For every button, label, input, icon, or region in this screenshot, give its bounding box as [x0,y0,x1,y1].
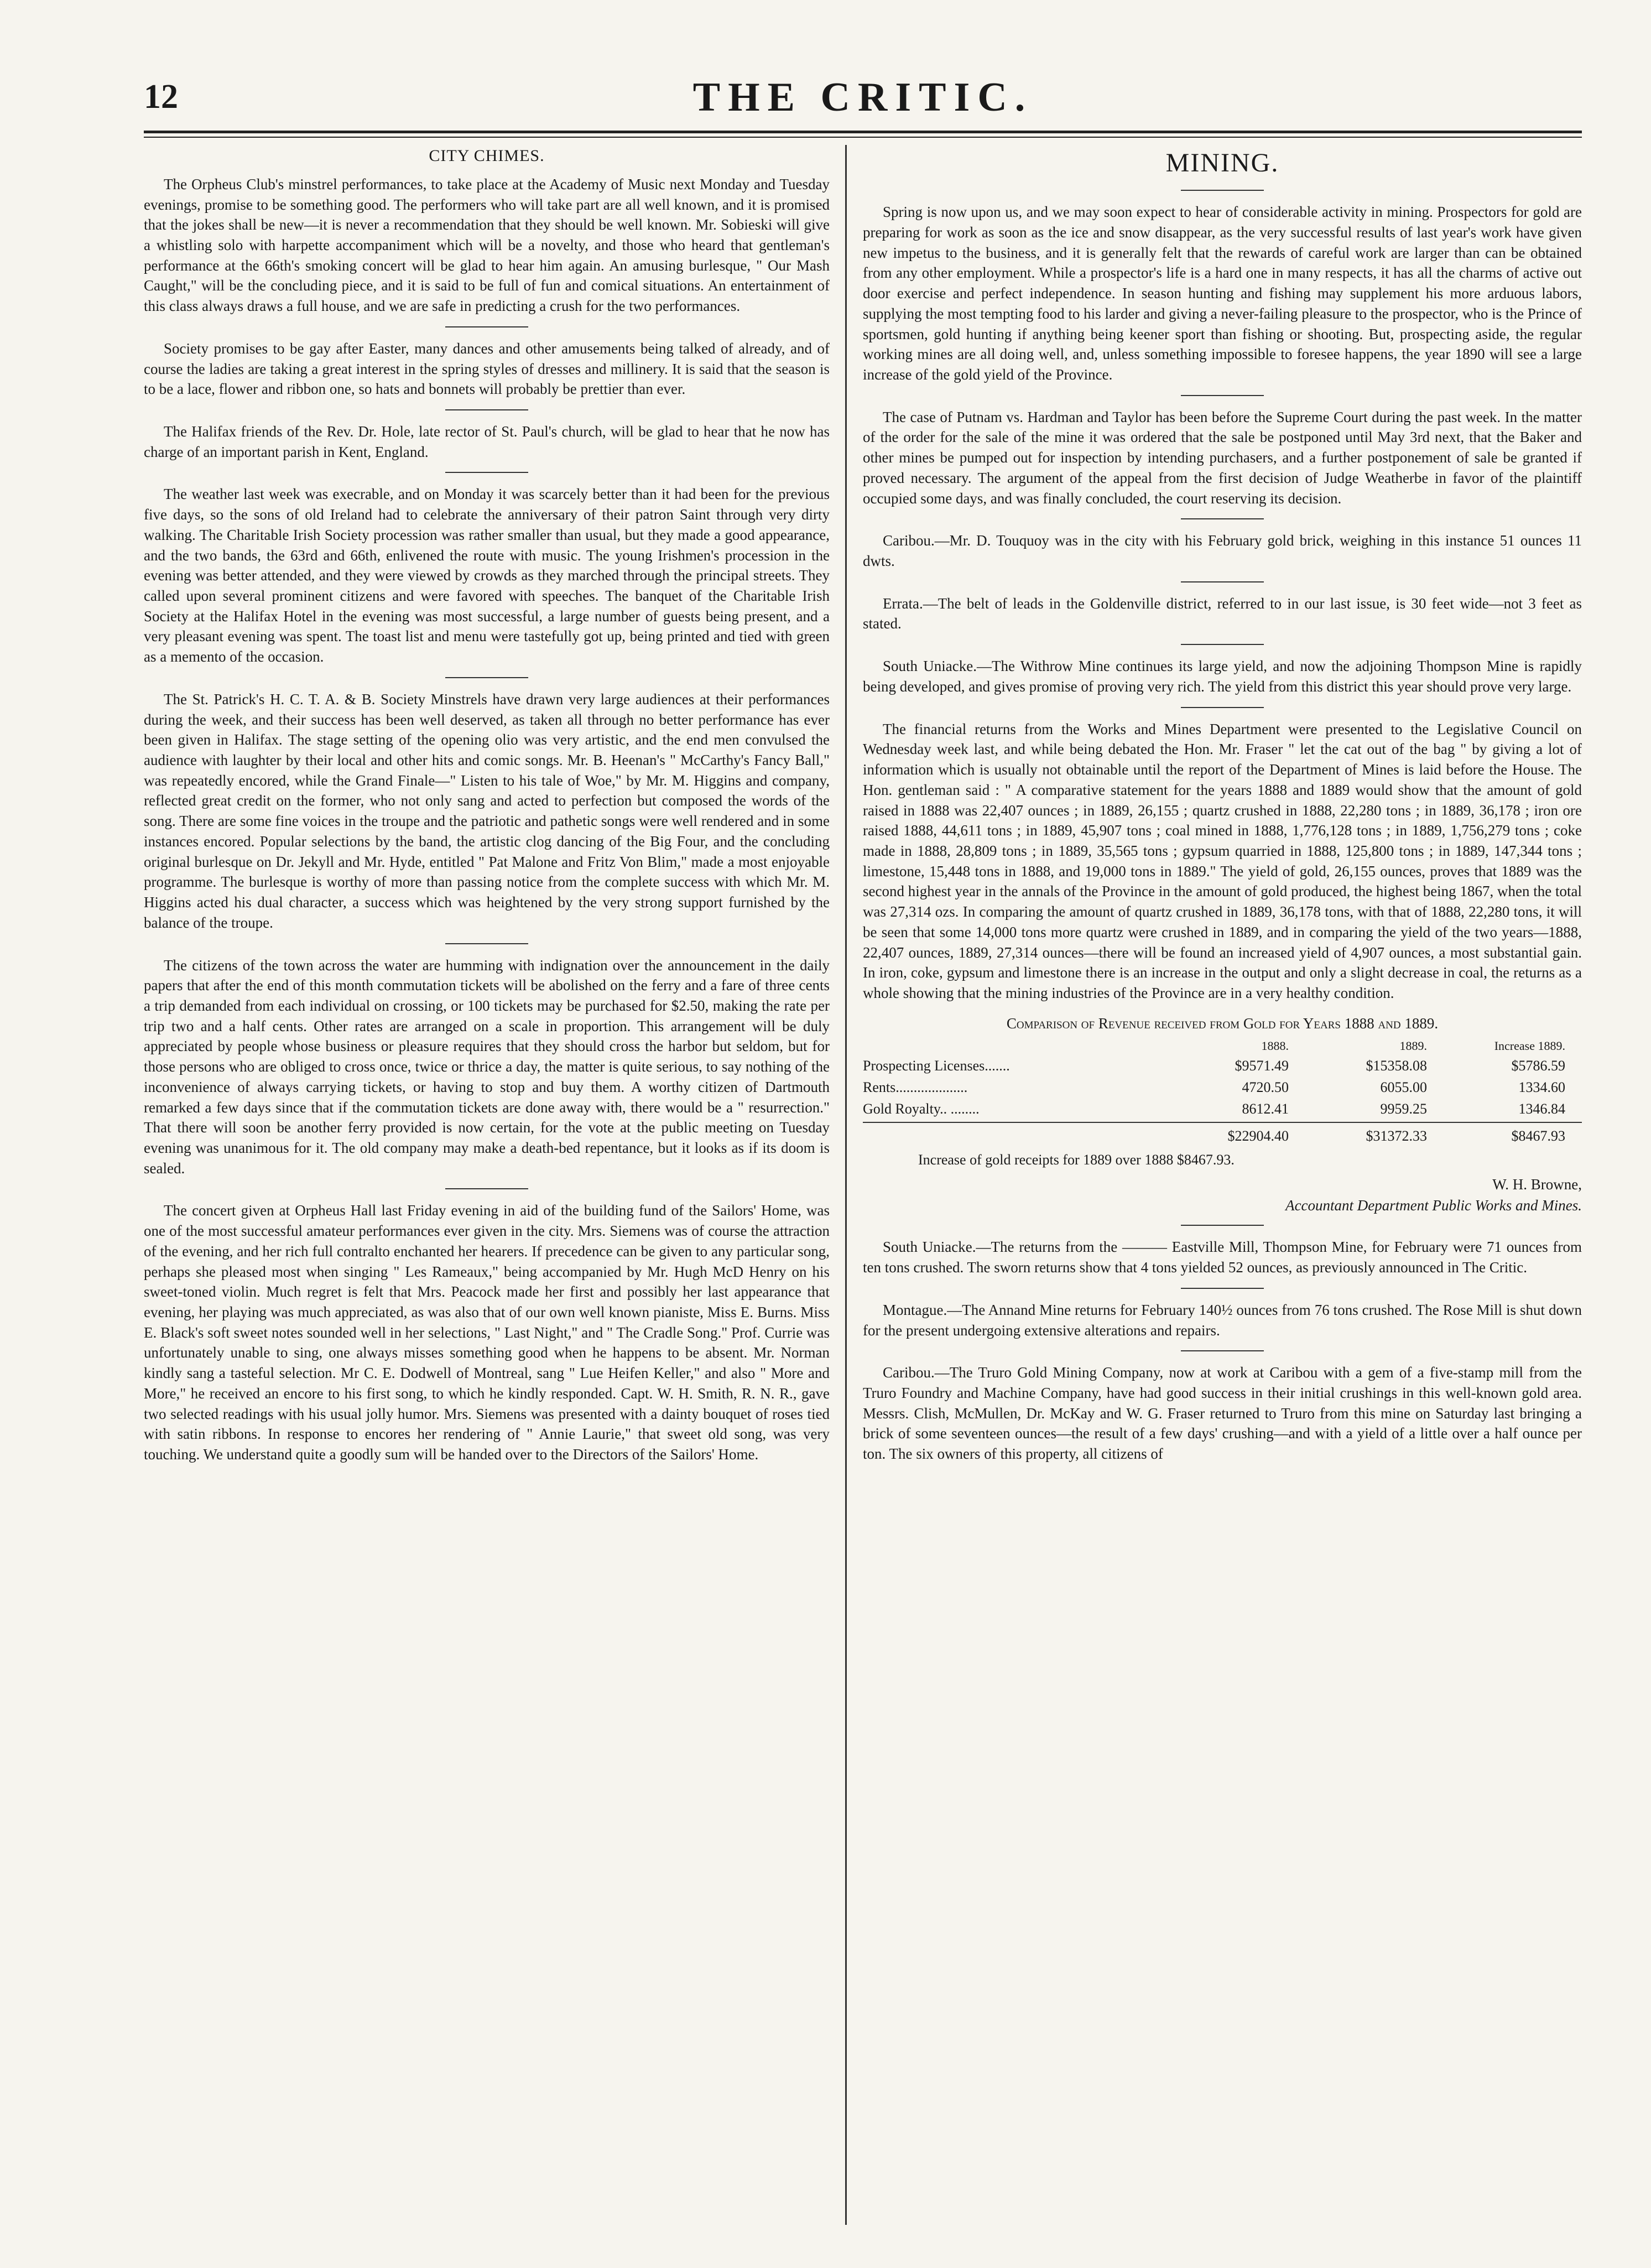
article-text: The Orpheus Club's minstrel performances, to take place at the Academy of Music next Monday and Tuesday evenings, promise to be something good. The performers who will take part are all well known, and it is promised that the jokes shall be new—it is never a recommendation that they should be well known. Mr. Sobieski will give a whistling solo with harpette accompaniment which will be a novelty, and those who heard that gentleman's performance at the 66th's smoking concert will be glad to hear him again. An amusing burlesque, " Our Mash Caught," will be the concluding piece, and it is said to be full of fun and comical situations. An entertainment of this class always draws a full house, and we are safe in predicting a crush for the two performances. [144,175,830,315]
separator-rule [1181,581,1264,582]
table-total-row [863,1122,1582,1147]
separator-rule [445,1188,528,1189]
table-row [863,1098,1582,1120]
increase-note: Increase of gold receipts for 1889 over 1888 $8467.93. [918,1152,1235,1168]
revenue-table-header [863,1037,1582,1055]
separator-rule [1181,707,1264,708]
article-text: South Uniacke.—The Withrow Mine continues its large yield, and now the adjoining Thompson Mine is rapidly being developed, and gives promise of proving very rich. The yield from this district this year should prove very large. [863,658,1582,695]
separator-rule [445,677,528,678]
signature-role: Accountant Department Public Works and Mines. [1285,1197,1582,1214]
separator-rule [445,943,528,944]
article-south-uniacke-withrow [863,656,1582,696]
signature-block [863,1174,1582,1216]
article-text: South Uniacke.—The returns from the ——— Eastville Mill, Thompson Mine, for February were 71 ounces from ten tons crushed. The sworn returns show that 4 tons yielded 52 ounces, as previously announced in The Critic. [863,1239,1582,1276]
left-column [144,145,830,2235]
header-label-cell [863,1037,1150,1055]
row-1888: $9571.49 [1235,1058,1289,1074]
signature-name: W. H. Browne, [1492,1175,1582,1193]
article-spring-prospecting [863,202,1582,384]
separator-rule [1181,644,1264,645]
article-errata [863,594,1582,634]
article-text: Caribou.—Mr. D. Touquoy was in the city with his February gold brick, weighing in this instance 51 ounces 11 dwts. [863,532,1582,570]
separator-rule [1181,190,1264,191]
article-text: The Halifax friends of the Rev. Dr. Hole, late rector of St. Paul's church, will be glad to hear that he now has charge of an important parish in Kent, England. [144,423,830,460]
row-increase: 1346.84 [1518,1101,1565,1117]
column-divider [845,145,847,2225]
city-chimes-heading: CITY CHIMES. [429,147,545,165]
article-sailors-home-concert [144,1200,830,1464]
row-label: Prospecting Licenses....... [863,1058,1010,1074]
row-label: Gold Royalty.. ........ [863,1101,980,1117]
article-financial-returns [863,719,1582,1003]
row-increase: 1334.60 [1518,1079,1565,1096]
masthead [144,66,1582,127]
article-text: The concert given at Orpheus Hall last Friday evening in aid of the building fund of the Sailors' Home, was one of the most successful amateur performances ever given in the city. Mrs. Siemens was of course the attraction of the evening, and her rich full contralto enchanted her hearers. If precedence can be given to any particular song, perhaps she pleased most when singing " Les Rameaux," being accompanied by Mr. Hugh McD Henry on his sweet-toned violin. Much regret is felt that Mrs. Peacock made her first and possibly her last appearance that evening, her playing was much appreciated, as was also that of our own well known pianiste, Miss E. Burns. Miss E. Black's soft sweet notes sounded well in her selections, " Last Night," and " The Cradle Song." Prof. Currie was unfortunately unable to sing, one always misses something good when he happens to be absent. Mr. Norman kindly sang a tasteful selection. Mr C. E. Dodwell of Montreal, sang " Lue Heifen Keller," and also " More and More," he received an encore to his first song, to which he kindly responded. Capt. W. H. Smith, R. N. R., gave two selected readings with his usual jolly humor. Mrs. Siemens was presented with a dainty bouquet of roses tied with satin ribbons. In response to encores her rendering of " Annie Laurie," that sweet old song, was very touching. We understand quite a goodly sum will be handed over to the Directors of the Sailors' Home. [144,1202,830,1463]
article-rev-hole [144,422,830,462]
article-text: The case of Putnam vs. Hardman and Taylor has been before the Supreme Court during the past week. In the matter of the order for the sale of the mine it was ordered that the sale be postponed until May 3rd next, that the Baker and other mines be pumped out for inspection by intending purchasers, and a further postponement of sale be granted if proved necessary. The argument of the appeal from the first decision of Judge Weatherbe in favor of the plaintiff occupied some days, and was finally concluded, the court reserving its decision. [863,408,1582,507]
revenue-table [863,1013,1582,1170]
row-1889: $15358.08 [1366,1058,1427,1074]
article-text: Society promises to be gay after Easter, many dances and other amusements being talked of already, and of course the ladies are taking a great interest in the spring styles of dresses and millinery. It is said that the season is to be a lace, flower and ribbon one, so hats and bonnets will probably be prettier than ever. [144,340,830,398]
article-putnam-case [863,407,1582,509]
article-text: The citizens of the town across the water are humming with indignation over the announcement in the daily papers that after the end of this month commutation tickets will be abolished on the ferry and a fare of three cents a trip demanded from each individual on crossing, or 100 tickets may be purchased for $2.50, making the rate per trip two and a half cents. Other rates are arranged on a scale in proportion. This arrangement will be duly appreciated by people whose business or pleasure requires that they should cross the harbor but seldom, but for those persons who are obliged to cross once, twice or thrice a day, the matter is quite serious, to say nothing of the inconvenience of always carrying tickets, or having to stop and buy them. A worthy citizen of Dartmouth remarked a few days since that if the commutation tickets are done away with, there would be a " resurrection." That there will soon be another ferry provided is now certain, for the vote at the public meeting on Tuesday evening was unanimous for it. The old company may make a death-bed repentance, but it looks as if its doom is sealed. [144,956,830,1177]
newspaper-title: THE CRITIC. [692,75,1033,120]
separator-rule [445,409,528,410]
separator-rule [445,326,528,327]
table-row [863,1055,1582,1076]
row-1888: 8612.41 [1242,1101,1289,1117]
header-1888: 1888. [1261,1039,1289,1053]
masthead-rule [144,131,1582,138]
article-caribou-truro [863,1362,1582,1464]
article-text: Errata.—The belt of leads in the Goldenville district, referred to in our last issue, is 30 feet wide—not 3 feet as stated. [863,595,1582,632]
total-increase: $8467.93 [1511,1128,1565,1145]
article-text: Spring is now upon us, and we may soon expect to hear of considerable activity in mining. Prospectors for gold are preparing for work as soon as the ice and snow disappear, as the very successful results of last year's work have given new impetus to the business, and it is generally felt that the rewards of careful work are larger than can be obtained from any other employment. While a prospector's life is a hard one in many respects, it has all the charms of active out door exercise and perfect independence. In season hunting and fishing may supplement his more arduous labors, supplying the most tempting food to his larder and giving a never-failing pleasure to the prospector, who is the Prince of sportsmen, gold hunting if anything being keener sport than fishing or shooting. But, prospecting aside, the regular working mines are all doing well, and, unless something impossible to foresee happens, the year 1890 will see a large increase of the gold yield of the Province. [863,204,1582,383]
row-1888: 4720.50 [1242,1079,1289,1096]
separator-rule [1181,1225,1264,1226]
article-orpheus-minstrels [144,174,830,316]
row-1889: 6055.00 [1380,1079,1427,1096]
separator-rule [445,472,528,473]
total-1888: $22904.40 [1227,1128,1289,1145]
separator-rule [1181,395,1264,396]
article-text: The St. Patrick's H. C. T. A. & B. Society Minstrels have drawn very large audiences at their performances during the week, and their success has been well deserved, as taken all through no better performance has ever been given in Halifax. The stage setting of the opening olio was very artistic, and the end men convulsed the audience with laughter by their local and other hits and comic songs. Mr. B. Heenan's " McCarthy's Fancy Ball," was repeatedly encored, while the Grand Finale—" Listen to his tale of Woe," by Mr. M. Higgins and company, reflected great credit on the former, who not only sang and acted to perfection but composed the words of the song. There are some fine voices in the troupe and the patriotic and pathetic songs were well rendered and in some instances encored. Popular selections by the band, the artistic clog dancing of the Big Four, and the concluding original burlesque on Dr. Jekyll and Mr. Hyde, entitled " Pat Malone and Fritz Von Blim," made a most enjoyable programme. The burlesque is worthy of more than passing notice from the complete success with which Mr. M. Higgins acted his dual character, a success which was heightened by the very strong support furnished by the balance of the troupe. [144,690,830,931]
article-montague [863,1300,1582,1340]
article-minstrels-society [144,689,830,933]
total-1889: $31372.33 [1366,1128,1427,1145]
article-st-patricks-weather [144,484,830,667]
article-text: Caribou.—The Truro Gold Mining Company, now at work at Caribou with a gem of a five-stamp mill from the Truro Foundry and Machine Company, have had good success in their initial crushings in this well-known gold area. Messrs. Clish, McMullen, Dr. McKay and W. G. Fraser returned to Truro from this mine on Saturday last bringing a brick of some seventeen ounces—the result of a few days' crushing—and with a yield of a little over a half ounce per ton. The six owners of this property, all citizens of [863,1364,1582,1463]
article-ferry-tickets [144,955,830,1179]
table-row [863,1076,1582,1098]
article-text: The weather last week was execrable, and on Monday it was scarcely better than it had been for the previous five days, so the sons of old Ireland had to celebrate the anniversary of their patron Saint through very dirty walking. The Charitable Irish Society procession was rather smaller than usual, but they made a good appearance, and the two bands, the 63rd and 66th, enlivened the route with music. The young Irishmen's procession in the evening was better attended, and they were viewed by crowds as they marched through the principal streets. They called upon several prominent citizens and were favored with speeches. The banquet of the Charitable Irish Society at the Halifax Hotel in the evening was most successful, a large number of guests being present, and a very pleasant evening was spent. The toast list and menu were tastefully got up, being printed and tied with green as a memento of the occasion. [144,486,830,665]
article-text: Montague.—The Annand Mine returns for February 140½ ounces from 76 tons crushed. The Rose Mill is shut down for the present undergoing extensive alterations and repairs. [863,1301,1582,1339]
page-number: 12 [144,78,178,116]
separator-rule [1181,518,1264,519]
separator-rule [1181,1288,1264,1289]
revenue-table-title: Comparison of Revenue received from Gold for Years 1888 and 1889. [1006,1015,1439,1032]
row-increase: $5786.59 [1511,1058,1565,1074]
right-column [863,145,1582,2235]
separator-rule [1181,1350,1264,1351]
article-south-uniacke-eastville [863,1237,1582,1277]
mining-heading: MINING. [1165,148,1279,178]
article-society-easter [144,339,830,399]
header-1889: 1889. [1399,1039,1427,1053]
header-increase: Increase 1889. [1494,1039,1565,1053]
article-caribou-touquoy [863,530,1582,571]
row-label: Rents.................... [863,1079,968,1096]
row-1889: 9959.25 [1380,1101,1427,1117]
total-label-cell [863,1125,1150,1147]
article-text: The financial returns from the Works and Mines Department were presented to the Legislative Council on Wednesday week last, and while being debated the Hon. Mr. Fraser " let the cat out of the bag " by giving a lot of information which is usually not obtainable until the report of the Department of Mines is laid before the House. The Hon. gentleman said : " A comparative statement for the years 1888 and 1889 would show that the amount of gold raised in 1888 was 22,407 ounces ; in 1889, 26,155 ; quartz crushed in 1888, 22,280 tons ; in 1889, 36,178 ; iron ore raised 1888, 44,611 tons ; in 1889, 45,907 tons ; coal mined in 1888, 1,776,128 tons ; in 1889, 1,756,279 tons ; coke made in 1888, 28,809 tons ; in 1889, 35,565 tons ; gypsum quarried in 1888, 125,800 tons ; in 1889, 147,344 tons ; limestone, 15,448 tons in 1888, and 19,000 tons in 1889." The yield of gold, 26,155 ounces, proves that 1889 was the second highest year in the annals of the Province in the amount of gold produced, the highest being 1867, when the total was 27,314 ozs. In comparing the amount of quartz crushed in 1889, 36,178 tons, with that of 1888, 22,280 tons, it will be seen that some 14,000 tons more quartz were crushed in 1889, and in comparing the yield of the two years—1888, 22,407 ounces, 1889, 27,314 ounces—there will be found an increased yield of 4,907 ounces, a most substantial gain. In iron, coke, gypsum and limestone there is an increase in the output and only a slight decrease in coal, the returns as a whole showing that the mining industries of the Province are in a very healthy condition. [863,720,1582,1001]
